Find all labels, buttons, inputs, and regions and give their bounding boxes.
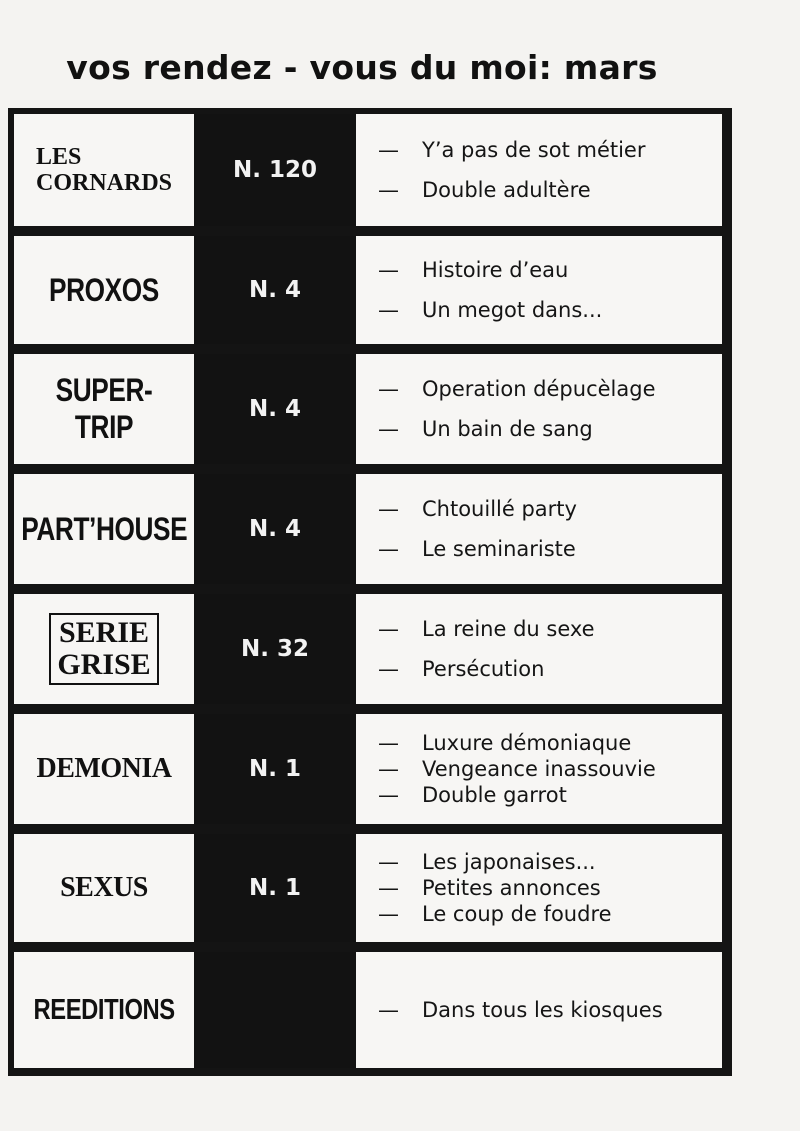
table-row — [8, 952, 732, 1068]
story-item — [378, 497, 722, 521]
dash-mark: — — [378, 258, 399, 282]
series-name — [14, 236, 194, 344]
dash-mark: — — [378, 617, 399, 641]
page-title: vos rendez - vous du moi: mars — [66, 48, 658, 87]
issue-number: N. 32 — [194, 594, 356, 704]
story-item — [378, 783, 722, 807]
table-row — [8, 834, 732, 942]
story-list — [356, 714, 722, 824]
story-title: Double adultère — [422, 178, 591, 202]
dash-mark: — — [378, 998, 399, 1022]
story-list — [356, 834, 722, 942]
series-name-line: CORNARDS — [35, 170, 172, 196]
story-item — [378, 731, 722, 755]
dash-mark: — — [378, 731, 399, 755]
story-title: Un megot dans... — [422, 298, 603, 322]
series-logo-box — [49, 613, 158, 685]
dash-mark: — — [378, 876, 399, 900]
series-name-text: SUPER-TRIP — [55, 372, 153, 445]
series-name — [14, 474, 194, 584]
table-row — [8, 236, 732, 344]
series-name-line: LES — [35, 144, 82, 170]
story-title: Le seminariste — [422, 537, 576, 561]
story-title: Operation dépucèlage — [422, 377, 656, 401]
story-item — [378, 998, 722, 1022]
dash-mark: — — [378, 902, 399, 926]
story-title: Y’a pas de sot métier — [422, 138, 646, 162]
story-item — [378, 138, 722, 162]
story-item — [378, 258, 722, 282]
series-name-text: PART’HOUSE — [21, 510, 188, 547]
story-item — [378, 657, 722, 681]
story-title: Le coup de foudre — [422, 902, 612, 926]
story-item — [378, 617, 722, 641]
story-list — [356, 952, 722, 1068]
story-item — [378, 537, 722, 561]
issue-number: N. 1 — [194, 834, 356, 942]
dash-mark: — — [378, 298, 399, 322]
story-item — [378, 377, 722, 401]
story-title: La reine du sexe — [422, 617, 595, 641]
schedule-table — [8, 108, 732, 1076]
dash-mark: — — [378, 757, 399, 781]
series-name — [14, 952, 194, 1068]
story-list — [356, 114, 722, 226]
story-title: Un bain de sang — [422, 417, 593, 441]
series-name-text: DEMONIA — [36, 753, 172, 785]
issue-number: N. 4 — [194, 474, 356, 584]
story-item — [378, 298, 722, 322]
table-row — [8, 354, 732, 464]
story-item — [378, 850, 722, 874]
story-title: Dans tous les kiosques — [422, 998, 663, 1022]
story-title: Double garrot — [422, 783, 567, 807]
series-name — [14, 714, 194, 824]
series-name-line: SERIE — [58, 616, 150, 649]
story-title: Petites annonces — [422, 876, 601, 900]
story-item — [378, 902, 722, 926]
issue-number: N. 120 — [194, 114, 356, 226]
series-name-text: PROXOS — [49, 271, 159, 308]
dash-mark: — — [378, 657, 399, 681]
story-item — [378, 757, 722, 781]
issue-number — [194, 952, 356, 1068]
story-list — [356, 474, 722, 584]
dash-mark: — — [378, 783, 399, 807]
series-name-text: REEDITIONS — [33, 993, 175, 1026]
story-title: Histoire d’eau — [422, 258, 569, 282]
dash-mark: — — [378, 537, 399, 561]
dash-mark: — — [378, 417, 399, 441]
dash-mark: — — [378, 850, 399, 874]
issue-number: N. 1 — [194, 714, 356, 824]
series-name-line: GRISE — [57, 648, 151, 681]
series-name — [14, 354, 194, 464]
story-list — [356, 236, 722, 344]
story-list — [356, 594, 722, 704]
dash-mark: — — [378, 178, 399, 202]
dash-mark: — — [378, 377, 399, 401]
story-title: Chtouillé party — [422, 497, 577, 521]
series-name — [14, 834, 194, 942]
story-title: Persécution — [422, 657, 545, 681]
story-item — [378, 876, 722, 900]
series-name — [14, 594, 194, 704]
story-item — [378, 178, 722, 202]
table-row — [8, 114, 732, 226]
dash-mark: — — [378, 497, 399, 521]
series-name — [14, 114, 194, 226]
issue-number: N. 4 — [194, 236, 356, 344]
story-list — [356, 354, 722, 464]
issue-number: N. 4 — [194, 354, 356, 464]
story-item — [378, 417, 722, 441]
series-name-text: SEXUS — [60, 872, 148, 904]
table-row — [8, 594, 732, 704]
table-row — [8, 474, 732, 584]
dash-mark: — — [378, 138, 399, 162]
table-row — [8, 714, 732, 824]
story-title: Luxure démoniaque — [422, 731, 632, 755]
story-title: Les japonaises... — [422, 850, 596, 874]
story-title: Vengeance inassouvie — [422, 757, 656, 781]
